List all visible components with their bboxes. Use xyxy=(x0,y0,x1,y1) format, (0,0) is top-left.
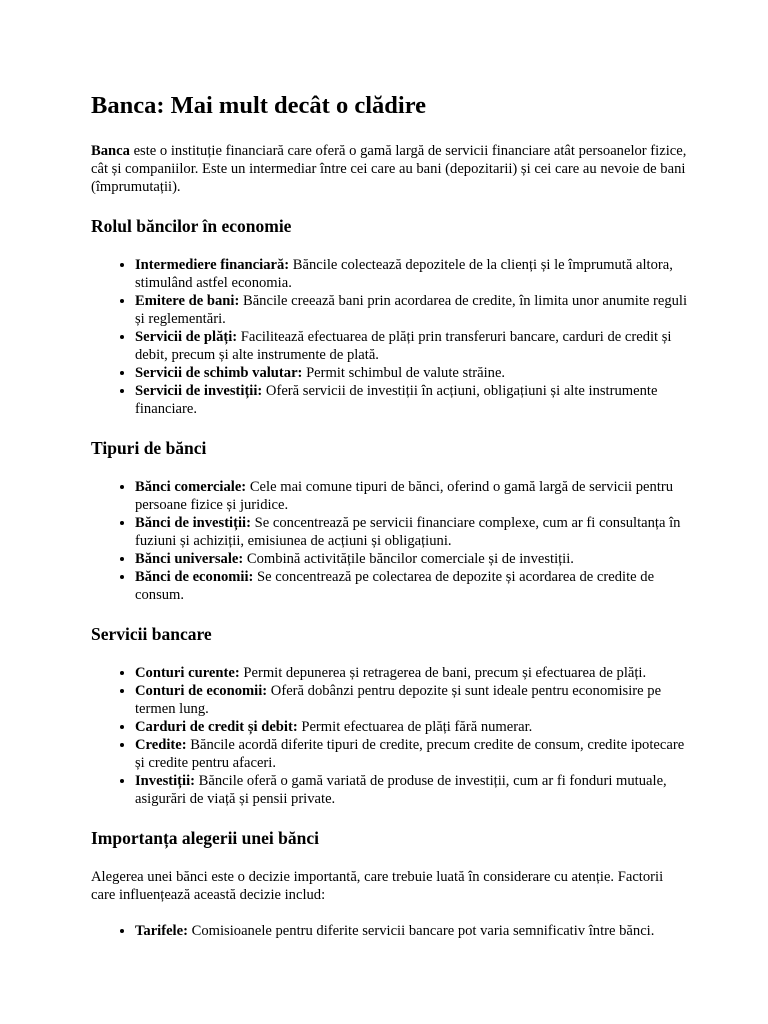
list-item-text: Cele mai comune tipuri de bănci, oferind o gamă largă de servicii pentru persoane fizice și juridice. xyxy=(135,479,674,513)
list-item-term: Bănci comerciale: xyxy=(135,479,247,495)
list-item xyxy=(135,718,691,736)
list-item xyxy=(135,682,691,718)
section-heading-rolul: Rolul băncilor în economie xyxy=(91,216,292,236)
list-item-text: Se concentrează pe servicii financiare complexe, cum ar fi consultanța în fuziuni și achiziții, emisiunea de acțiuni și obligațiuni. xyxy=(135,515,681,549)
list-item-text: Combină activitățile băncilor comerciale și de investiții. xyxy=(243,551,574,567)
intro-text: este o instituție financiară care oferă o gamă largă de servicii financiare atât persoanelor fizice, cât și companiilor. Este un intermediar între cei care au bani (depozitarii) și cei care au nevoie de bani (împrumutații). xyxy=(91,143,687,195)
list-item-text: Permit depunerea și retragerea de bani, precum și efectuarea de plăți. xyxy=(239,665,647,681)
list-item-term: Servicii de investiții: xyxy=(135,383,263,399)
section-heading-importanta: Importanța alegerii unei bănci xyxy=(91,828,319,848)
section-list-servicii xyxy=(91,664,691,808)
list-item xyxy=(135,382,691,418)
intro-term: Banca xyxy=(91,143,130,159)
section-list-rolul xyxy=(91,256,691,418)
list-item xyxy=(135,292,691,328)
list-item-term: Credite: xyxy=(135,737,187,753)
list-item-text: Oferă dobânzi pentru depozite și sunt ideale pentru economisire pe termen lung. xyxy=(135,683,662,717)
list-item-text: Băncile oferă o gamă variată de produse de investiții, cum ar fi fonduri mutuale, asigurări de viață și pensii private. xyxy=(135,773,667,807)
list-item-term: Conturi curente: xyxy=(135,665,240,681)
list-item-term: Investiții: xyxy=(135,773,195,789)
list-item-text: Comisioanele pentru diferite servicii bancare pot varia semnificativ între bănci. xyxy=(187,923,655,939)
list-item-text: Se concentrează pe colectarea de depozite și acordarea de credite de consum. xyxy=(135,569,655,603)
page-title: Banca: Mai mult decât o clădire xyxy=(91,92,427,119)
list-item-term: Carduri de credit și debit: xyxy=(135,719,298,735)
list-item xyxy=(135,568,691,604)
list-item-text: Permit efectuarea de plăți fără numerar. xyxy=(297,719,533,735)
list-item-text: Facilitează efectuarea de plăți prin transferuri bancare, carduri de credit și debit, precum și alte instrumente de plată. xyxy=(135,329,672,363)
list-item-term: Bănci de investiții: xyxy=(135,515,251,531)
list-item xyxy=(135,922,691,940)
intro-paragraph xyxy=(91,142,691,196)
list-item-text: Permit schimbul de valute străine. xyxy=(302,365,506,381)
section-list-importanta xyxy=(91,922,691,940)
list-item-term: Tarifele: xyxy=(135,923,188,939)
list-item-text: Băncile acordă diferite tipuri de credite, precum credite de consum, credite ipotecare și credite pentru afaceri. xyxy=(135,737,685,771)
list-item-text: Băncile creează bani prin acordarea de credite, în limita unor anumite reguli și reglementări. xyxy=(135,293,688,327)
list-item xyxy=(135,478,691,514)
list-item xyxy=(135,364,691,382)
document-page xyxy=(91,88,691,958)
list-item-term: Servicii de plăți: xyxy=(135,329,238,345)
list-item-text: Oferă servicii de investiții în acțiuni, obligațiuni și alte instrumente financiare. xyxy=(135,383,658,417)
list-item xyxy=(135,328,691,364)
list-item-term: Bănci de economii: xyxy=(135,569,254,585)
section-heading-tipuri: Tipuri de bănci xyxy=(91,438,207,458)
list-item-term: Conturi de economii: xyxy=(135,683,268,699)
section-paragraph-importanta: Alegerea unei bănci este o decizie importantă, care trebuie luată în considerare cu atenție. Factorii care influențează această decizie includ: xyxy=(91,869,664,903)
list-item xyxy=(135,772,691,808)
list-item-term: Bănci universale: xyxy=(135,551,244,567)
list-item-term: Servicii de schimb valutar: xyxy=(135,365,303,381)
section-list-tipuri xyxy=(91,478,691,604)
list-item xyxy=(135,256,691,292)
list-item xyxy=(135,514,691,550)
list-item-term: Intermediere financiară: xyxy=(135,257,290,273)
list-item xyxy=(135,550,691,568)
list-item-text: Băncile colectează depozitele de la clienți și le împrumută altora, stimulând astfel economia. xyxy=(135,257,673,291)
list-item xyxy=(135,736,691,772)
list-item-term: Emitere de bani: xyxy=(135,293,240,309)
section-heading-servicii: Servicii bancare xyxy=(91,624,212,644)
list-item xyxy=(135,664,691,682)
